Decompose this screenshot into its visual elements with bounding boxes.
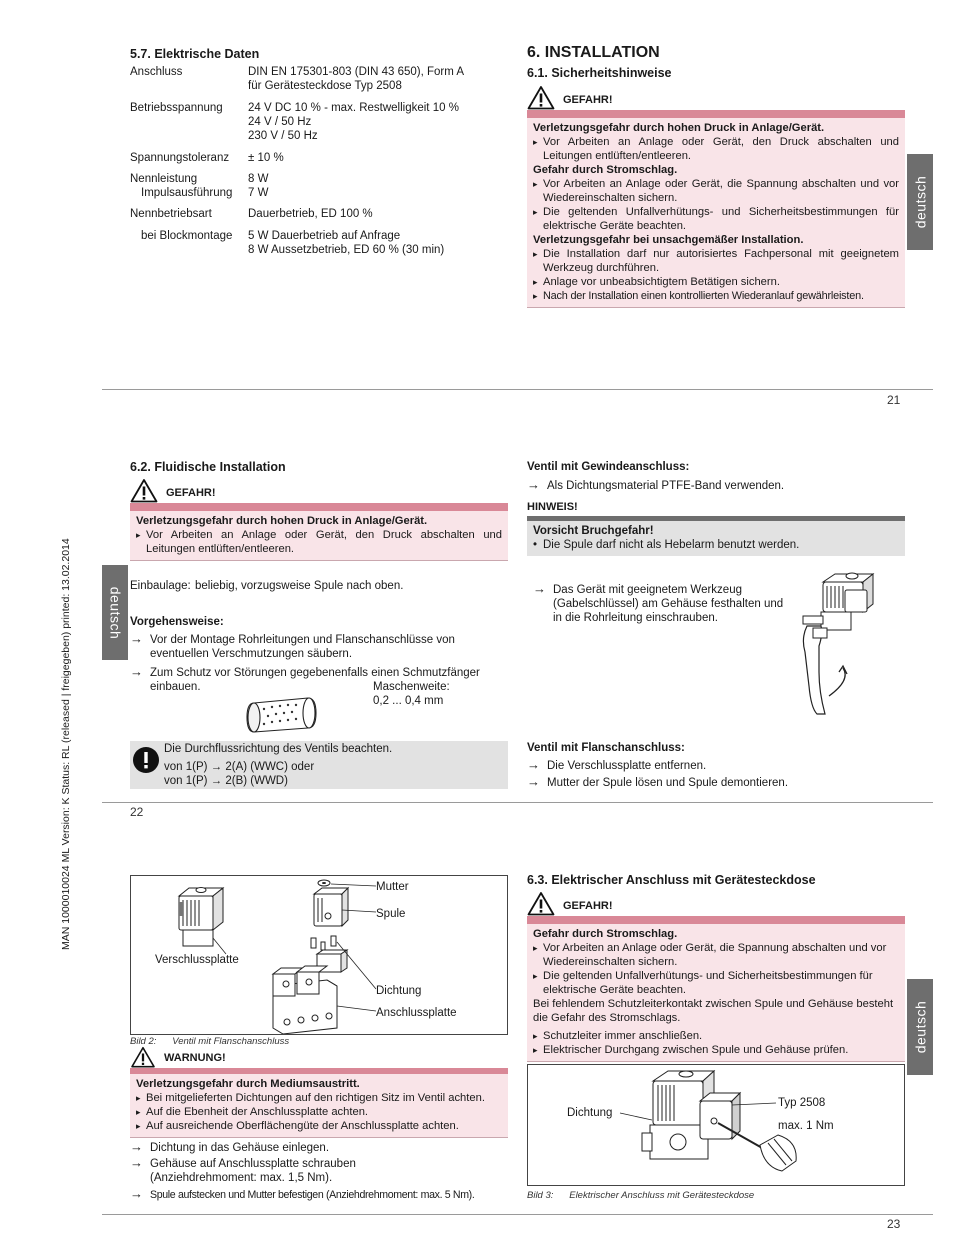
label-anschlussplatte: Anschlussplatte xyxy=(376,1007,457,1019)
document-sidebar: MAN 1000010024 ML Version: K Status: RL (released | freigegeben) printed: 13.02.2014 xyxy=(60,538,72,950)
warning-triangle-icon xyxy=(130,478,158,503)
page-number: 23 xyxy=(887,1217,901,1231)
page-divider xyxy=(102,802,933,803)
danger-box: Gefahr durch Stromschlag. ▸ Vor Arbeiten an Anlage oder Gerät, die Spannung abschalten und vor Wiedereinschalten sichern. ▸ Die geltenden Unfallverhütungs- und Sicherheitsbestimmungen für elektrische Geräte beachten. Bei fehlendem Schutzleiterkontakt zwischen Spule und Gehäuse besteht die Gefahr des Stromschlags. ▸ Schutzleiter immer anschließen. ▸ Elektrischer Durchgang zwischen Spule und Gehäuse prüfen. xyxy=(527,924,905,1062)
figure-2 xyxy=(130,875,508,1035)
warning-triangle-icon xyxy=(527,891,555,916)
language-tab: deutsch xyxy=(907,979,933,1075)
subheading: Ventil mit Flanschanschluss: xyxy=(527,742,685,754)
section-title: 6.2. Fluidische Installation xyxy=(130,460,286,474)
section-title: 6.3. Elektrischer Anschluss mit Gerätesteckdose xyxy=(527,873,816,887)
section-6-3 xyxy=(527,873,905,1062)
notice-block xyxy=(527,500,905,556)
data-row: Nennleistung 8 W xyxy=(130,173,269,185)
figure-caption: Bild 2: Ventil mit Flanschanschluss xyxy=(130,1036,290,1047)
label-dichtung: Dichtung xyxy=(376,985,422,997)
data-row: Anschluss DIN EN 175301-803 (DIN 43 650), Form A für Gerätesteckdose Typ 2508 xyxy=(130,66,465,92)
danger-label: GEFAHR! xyxy=(563,900,613,912)
page-divider xyxy=(102,1214,933,1215)
exclamation-icon xyxy=(132,746,160,774)
danger-box: Verletzungsgefahr durch hohen Druck in Anlage/Gerät. ▸ Vor Arbeiten an Anlage oder Gerät, den Druck abschalten und Leitungen entlüften/entleeren. xyxy=(130,511,508,561)
data-row: Betriebsspannung 24 V DC 10 % - max. Restwelligkeit 10 % 24 V / 50 Hz 230 V / 50 Hz xyxy=(130,102,459,142)
subheading: Ventil mit Gewindeanschluss: xyxy=(527,461,690,473)
notice-label: HINWEIS! xyxy=(527,501,578,513)
warning-triangle-icon xyxy=(527,85,555,110)
strainer-illustration xyxy=(244,695,320,735)
warning-box: Verletzungsgefahr durch Mediumsaustritt. ▸ Bei mitgelieferten Dichtungen auf den richtigen Sitz im Ventil achten. ▸ Auf die Ebenheit der Anschlussplatte achten. ▸ Auf ausreichende Oberflächengüte der Anschlussplatte achten. xyxy=(130,1074,508,1138)
label-typ: Typ 2508 xyxy=(778,1097,826,1109)
wrench-valve-illustration xyxy=(785,568,885,720)
page-number: 21 xyxy=(887,393,901,407)
label-dichtung: Dichtung xyxy=(567,1107,613,1119)
step: → Gehäuse auf Anschlussplatte schrauben (Anziehdrehmoment: max. 1,5 Nm). xyxy=(130,1157,390,1185)
page-number: 22 xyxy=(130,805,144,819)
procedure xyxy=(130,615,508,694)
assembly-steps xyxy=(130,1141,510,1202)
label-verschlussplatte: Verschlussplatte xyxy=(155,954,239,966)
flange-section xyxy=(527,741,905,790)
label-torque: max. 1 Nm xyxy=(778,1120,834,1132)
danger-label: GEFAHR! xyxy=(166,487,216,499)
danger-header xyxy=(527,84,905,110)
data-row: bei Blockmontage 5 W Dauerbetrieb auf Anfrage 8 W Aussetzbetrieb, ED 60 % (30 min) xyxy=(141,230,445,256)
notice-box: Vorsicht Bruchgefahr! • Die Spule darf nicht als Hebelarm benutzt werden. xyxy=(527,521,905,556)
figure-3 xyxy=(527,1064,905,1186)
data-list xyxy=(130,65,500,257)
data-row: Impulsausführung 7 W xyxy=(141,187,269,199)
section-title: 6.1. Sicherheitshinweise xyxy=(527,66,672,80)
section-5-7 xyxy=(130,47,500,257)
step: → Dichtung in das Gehäuse einlegen. xyxy=(130,1141,510,1155)
connector-illustration xyxy=(528,1065,904,1185)
step: → Vor der Montage Rohrleitungen und Flanschanschlüsse von eventuellen Verschmutzungen säubern. xyxy=(130,633,508,661)
step: → Die Verschlussplatte entfernen. xyxy=(527,759,905,773)
warning-triangle-icon xyxy=(130,1046,156,1068)
chapter-title: 6. INSTALLATION xyxy=(527,44,660,61)
danger-header xyxy=(130,477,508,503)
figure-caption: Bild 3: Elektrischer Anschluss mit Gerätesteckdose xyxy=(527,1190,755,1201)
data-row: Spannungstoleranz ± 10 % xyxy=(130,152,284,164)
flow-direction-note: Die Durchflussrichtung des Ventils beachten. von 1(P) → 2(A) (WWC) oder von 1(P) → 2(B) (WWD) xyxy=(130,741,508,789)
label-mutter: Mutter xyxy=(376,881,409,893)
mesh-info: Maschenweite: 0,2 ... 0,4 mm xyxy=(373,681,450,707)
procedure-title: Vorgehensweise: xyxy=(130,616,224,628)
step: → Mutter der Spule lösen und Spule demontieren. xyxy=(527,776,905,790)
threaded-section xyxy=(527,460,905,493)
danger-bar xyxy=(527,110,905,118)
warning-label: WARNUNG! xyxy=(164,1052,226,1064)
danger-box: Verletzungsgefahr durch hohen Druck in Anlage/Gerät. ▸ Vor Arbeiten an Anlage oder Gerät, den Druck abschalten und Leitungen entlüften/entleeren. Gefahr durch Stromschlag. ▸ Vor Arbeiten an Anlage oder Gerät, die Spannung abschalten und vor Wiedereinschalten sichern. ▸ Die geltenden Unfallverhütungs- und Sicherheitsbestimmungen für elektrische Geräte beachten. Verletzungsgefahr bei unsachgemäßer Installation. ▸ Die Installation darf nur autorisiertes Fachpersonal mit geeignetem Werkzeug durchführen. ▸ Anlage vor unbeabsichtigtem Betätigen sichern. ▸ Nach der Installation einen kontrollierten Wiederanlauf gewährleisten. xyxy=(527,118,905,308)
danger-header xyxy=(527,890,905,916)
step: → Spule aufstecken und Mutter befestigen (Anziehdrehmoment: max. 5 Nm). xyxy=(130,1188,510,1202)
data-row: Nennbetriebsart Dauerbetrieb, ED 100 % xyxy=(130,208,373,220)
page-divider xyxy=(102,389,933,390)
section-6 xyxy=(527,46,905,308)
step: → Zum Schutz vor Störungen gegebenenfalls einen Schmutzfänger einbauen. xyxy=(130,666,500,694)
language-tab: deutsch xyxy=(907,154,933,250)
step: → Das Gerät mit geeignetem Werkzeug (Gabelschlüssel) am Gehäuse festhalten und in die Rohrleitung einschrauben. xyxy=(533,583,785,625)
einbaulage: Einbaulage: beliebig, vorzugsweise Spule nach oben. xyxy=(130,580,404,592)
danger-label: GEFAHR! xyxy=(563,94,613,106)
danger-bar xyxy=(527,916,905,924)
language-tab: deutsch xyxy=(102,565,128,660)
warning-header xyxy=(130,1046,508,1068)
warning-block xyxy=(130,1046,508,1138)
label-spule: Spule xyxy=(376,908,406,920)
section-6-2 xyxy=(130,460,508,561)
danger-bar xyxy=(130,503,508,511)
section-title: 5.7. Elektrische Daten xyxy=(130,47,260,61)
step: → Als Dichtungsmaterial PTFE-Band verwenden. xyxy=(527,479,905,493)
